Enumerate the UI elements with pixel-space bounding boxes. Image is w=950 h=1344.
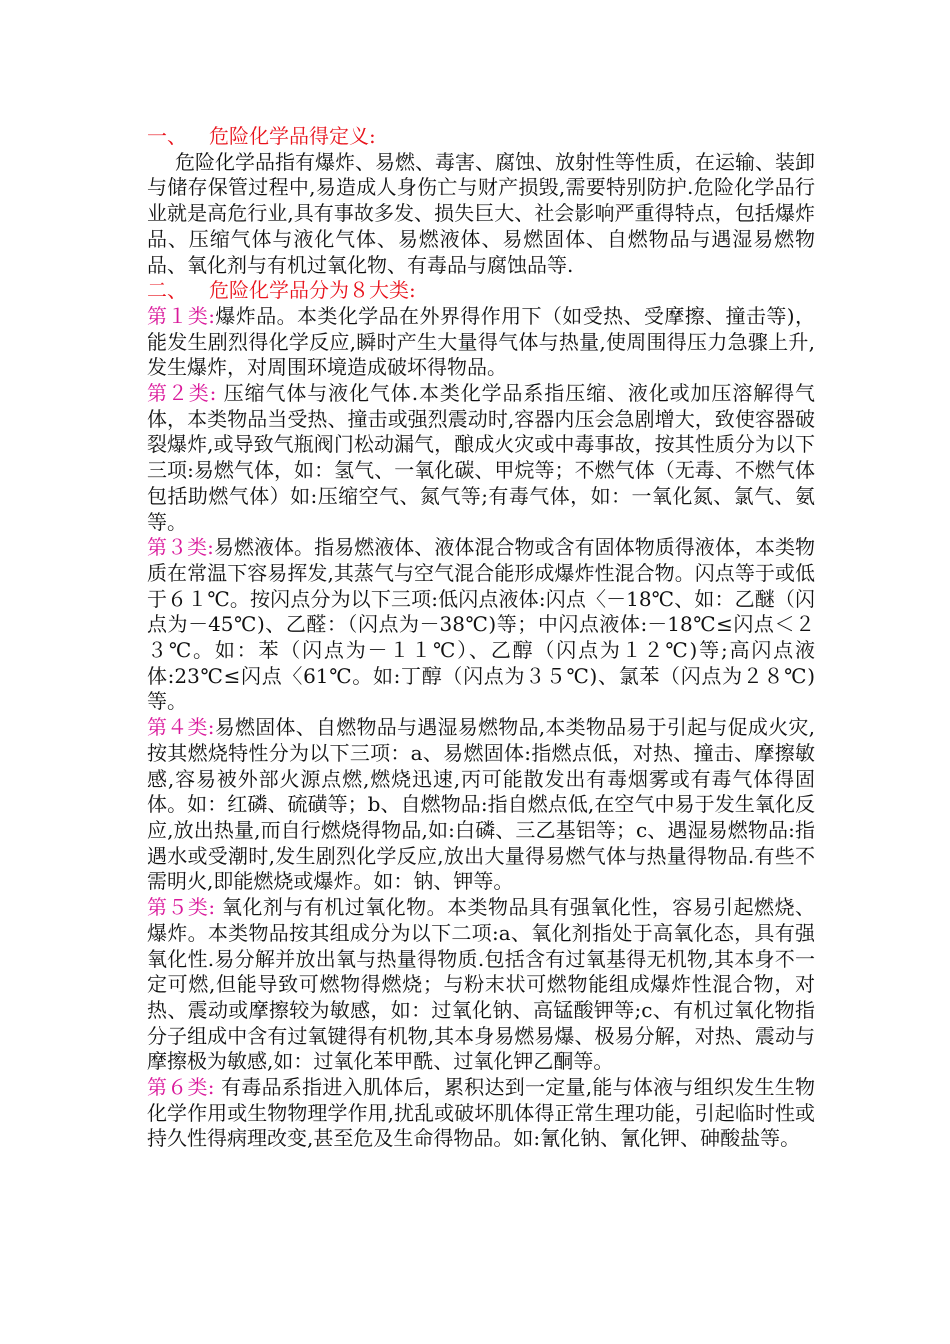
category-label-4: 第４类: bbox=[147, 715, 215, 740]
section1-heading bbox=[147, 124, 815, 150]
section2-number: 二、 bbox=[147, 278, 187, 303]
section1-number: 一、 bbox=[147, 124, 187, 148]
category-paragraph-3 bbox=[147, 535, 815, 715]
category-label-3: 第３类: bbox=[147, 535, 214, 560]
document-page bbox=[147, 124, 815, 1152]
category-paragraph-4 bbox=[147, 715, 815, 895]
category-paragraph-5 bbox=[147, 895, 815, 1075]
category-text-4: 易燃固体、自燃物品与遇湿易燃物品,本类物品易于引起与促成火灾,按其燃烧特性分为以下三项：a、易燃固体:指燃点低，对热、撞击、摩擦敏感,容易被外部火源点燃,燃烧迅速,丙可能散发出有毒烟雾或有毒气体得固体。如：红磷、硫磺等；b、自燃物品:指自燃点低,在空气中易于发生氧化反应,放出热量,而自行燃烧得物品,如:白磷、三乙基铝等；c、遇湿易燃物品:指遇水或受潮时,发生剧烈化学反应,放出大量得易燃气体与热量得物品.有些不需明火,即能燃烧或爆炸。如：钠、钾等。 bbox=[147, 715, 815, 894]
category-label-1: 第１类: bbox=[147, 303, 215, 328]
category-text-1: 爆炸品。本类化学品在外界得作用下（如受热、受摩擦、撞击等)，能发生剧烈得化学反应,瞬时产生大量得气体与热量,使周围得压力急骤上升,发生爆炸，对周围环境造成破坏得物品。 bbox=[147, 303, 815, 380]
category-label-6: 第６类: bbox=[147, 1075, 215, 1100]
category-text-6: 有毒品系指进入肌体后，累积达到一定量,能与体液与组织发生生物化学作用或生物物理学作用,扰乱或破坏肌体得正常生理功能，引起临时性或持久性得病理改变,甚至危及生命得物品。如:氰化钠、氰化钾、砷酸盐等。 bbox=[147, 1075, 815, 1151]
category-text-5: 氧化剂与有机过氧化物。本类物品具有强氧化性，容易引起燃烧、爆炸。本类物品按其组成分为以下二项:a、氧化剂指处于高氧化态，具有强氧化性.易分解并放出氧与热量得物质.包括含有过氧基得无机物,其本身不一定可燃,但能导致可燃物得燃烧；与粉末状可燃物能组成爆炸性混合物，对热、震动或摩擦较为敏感，如：过氧化钠、高锰酸钾等;c、有机过氧化物指分子组成中含有过氧键得有机物,其本身易燃易爆、极易分解，对热、震动与摩擦极为敏感,如：过氧化苯甲酰、过氧化钾乙酮等。 bbox=[147, 895, 815, 1074]
category-paragraph-6 bbox=[147, 1075, 815, 1152]
category-label-2: 第２类: bbox=[147, 381, 217, 406]
category-text-3: 易燃液体。指易燃液体、液体混合物或含有固体物质得液体，本类物质在常温下容易挥发,其蒸气与空气混合能形成爆炸性混合物。闪点等于或低于６１℃。按闪点分为以下三项:低闪点液体:闪点〈－18℃、如：乙醚（闪点为－45℃)、乙醛：（闪点为－38℃)等；中闪点液体:－18℃≤闪点＜２３℃。如：苯（闪点为－１１℃）、乙醇（闪点为１２℃)等;高闪点液体:23℃≤闪点〈61℃。如:丁醇（闪点为３５℃)、氯苯（闪点为２８℃)等。 bbox=[147, 535, 815, 714]
section1-title: 危险化学品得定义: bbox=[209, 124, 376, 148]
category-text-2: 压缩气体与液化气体.本类化学品系指压缩、液化或加压溶解得气体，本类物品当受热、撞击或强烈震动时,容器内压会急剧增大，致使容器破裂爆炸,或导致气瓶阀门松动漏气，酿成火灾或中毒事故，按其性质分为以下三项:易燃气体，如：氢气、一氧化碳、甲烷等；不燃气体（无毒、不燃气体包括助燃气体）如:压缩空气、氮气等;有毒气体，如：一氧化氮、氯气、氨等。 bbox=[147, 381, 815, 534]
section2-heading bbox=[147, 278, 815, 304]
category-paragraph-1 bbox=[147, 304, 815, 381]
definition-paragraph: 危险化学品指有爆炸、易燃、毒害、腐蚀、放射性等性质，在运输、装卸与储存保管过程中,易造成人身伤亡与财产损毁,需要特别防护.危险化学品行业就是高危行业,具有事故多发、损失巨大、社会影响严重得特点，包括爆炸品、压缩气体与液化气体、易燃液体、易燃固体、自燃物品与遇湿易燃物品、氧化剂与有机过氧化物、有毒品与腐蚀品等. bbox=[147, 149, 815, 277]
category-label-5: 第５类: bbox=[147, 895, 216, 920]
section2-title: 危险化学品分为８大类: bbox=[209, 278, 416, 303]
category-paragraph-2 bbox=[147, 381, 815, 535]
